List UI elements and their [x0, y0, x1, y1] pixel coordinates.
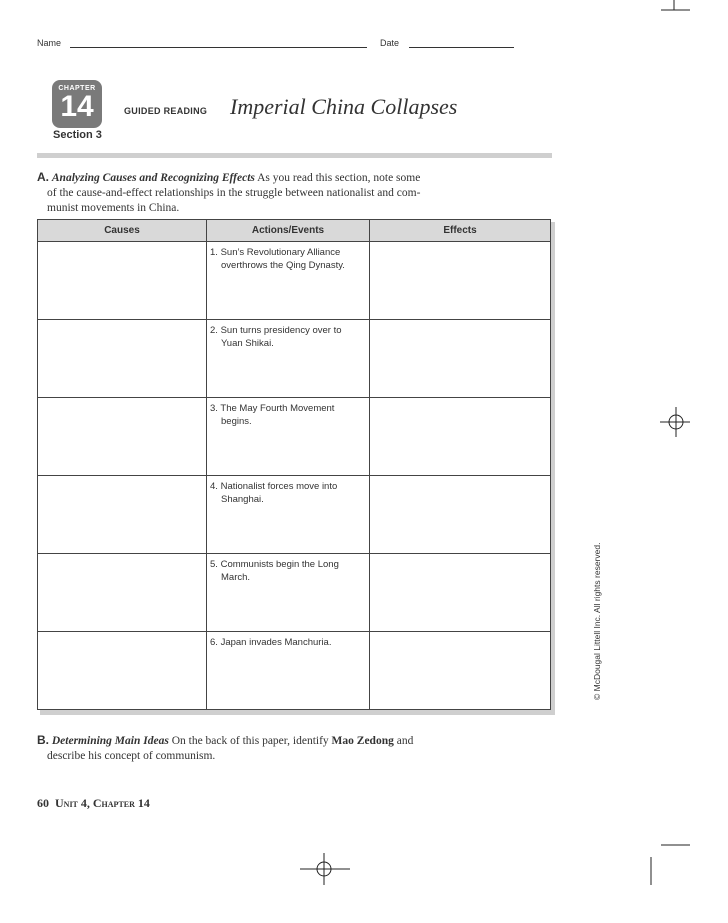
- table-row: [38, 632, 551, 710]
- event-cell-4: [207, 476, 370, 554]
- chapter-label: CHAPTER: [58, 85, 96, 92]
- part-b-name: Mao Zedong: [331, 735, 394, 747]
- cause-cell-1[interactable]: [38, 242, 207, 320]
- cause-cell-6[interactable]: [38, 632, 207, 710]
- event-text-cont: overthrows the Qing Dynasty.: [221, 260, 345, 271]
- event-text: Sun’s Revolutionary Alliance: [220, 247, 341, 258]
- event-text-cont: begins.: [221, 416, 252, 427]
- part-a-text-3: munist movements in China.: [47, 202, 180, 214]
- copyright-notice: © McDougal Littell Inc. All rights reserved.: [592, 542, 602, 700]
- event-text: Japan invades Manchuria.: [220, 637, 332, 648]
- effect-cell-4[interactable]: [370, 476, 551, 554]
- part-b-letter: B.: [37, 733, 49, 747]
- part-a-text-1: As you read this section, note some: [257, 172, 421, 184]
- event-number: 1.: [210, 247, 218, 258]
- event-text: Communists begin the Long: [220, 559, 339, 570]
- part-b-instructions: [37, 733, 477, 764]
- event-text-cont: Yuan Shikai.: [221, 338, 274, 349]
- page-number: 60: [37, 796, 49, 810]
- table-row: [38, 476, 551, 554]
- part-b-heading: Determining Main Ideas: [51, 735, 169, 747]
- event-text-cont: Shanghai.: [221, 494, 264, 505]
- effect-cell-5[interactable]: [370, 554, 551, 632]
- unit-chapter-label: Unit 4, Chapter 14: [55, 796, 150, 810]
- part-a-text-2: of the cause-and-effect relationships in the struggle between nationalist and com-: [47, 187, 421, 199]
- effect-cell-3[interactable]: [370, 398, 551, 476]
- part-b-text-before: On the back of this paper, identify: [171, 735, 329, 747]
- event-number: 5.: [210, 559, 218, 570]
- page-title: Imperial China Collapses: [230, 94, 458, 119]
- event-cell-3: [207, 398, 370, 476]
- event-number: 3.: [210, 403, 218, 414]
- part-b-text-after: and: [396, 735, 414, 747]
- event-text: The May Fourth Movement: [220, 403, 335, 414]
- date-label: Date: [380, 38, 400, 48]
- header-effects: Effects: [370, 220, 551, 242]
- part-a-letter: A.: [37, 170, 49, 184]
- effect-cell-1[interactable]: [370, 242, 551, 320]
- chapter-badge: [52, 80, 102, 128]
- guided-reading-label: GUIDED READING: [124, 106, 208, 116]
- name-label: Name: [37, 38, 62, 48]
- cause-effect-table: [37, 219, 551, 710]
- event-number: 4.: [210, 481, 218, 492]
- part-b-text-2: describe his concept of communism.: [47, 750, 216, 762]
- header-causes: Causes: [38, 220, 207, 242]
- event-number: 2.: [210, 325, 218, 336]
- title-rule: [37, 153, 552, 158]
- effect-cell-2[interactable]: [370, 320, 551, 398]
- event-cell-6: [207, 632, 370, 710]
- event-number: 6.: [210, 637, 218, 648]
- cause-cell-2[interactable]: [38, 320, 207, 398]
- cause-cell-3[interactable]: [38, 398, 207, 476]
- chapter-number: 14: [60, 90, 94, 123]
- event-cell-2: [207, 320, 370, 398]
- section-label: Section 3: [53, 129, 102, 141]
- table-header-row: [38, 220, 551, 242]
- event-text: Nationalist forces move into: [220, 481, 338, 492]
- part-a-instructions: [37, 170, 457, 216]
- event-cell-1: [207, 242, 370, 320]
- table-row: [38, 398, 551, 476]
- header-actions-events: Actions/Events: [207, 220, 370, 242]
- page-footer: [37, 796, 150, 811]
- effect-cell-6[interactable]: [370, 632, 551, 710]
- part-a-heading: Analyzing Causes and Recognizing Effects: [51, 172, 255, 184]
- table-row: [38, 554, 551, 632]
- cause-cell-5[interactable]: [38, 554, 207, 632]
- event-text: Sun turns presidency over to: [220, 325, 342, 336]
- event-cell-5: [207, 554, 370, 632]
- table-row: [38, 242, 551, 320]
- cause-cell-4[interactable]: [38, 476, 207, 554]
- table-row: [38, 320, 551, 398]
- event-text-cont: March.: [221, 572, 251, 583]
